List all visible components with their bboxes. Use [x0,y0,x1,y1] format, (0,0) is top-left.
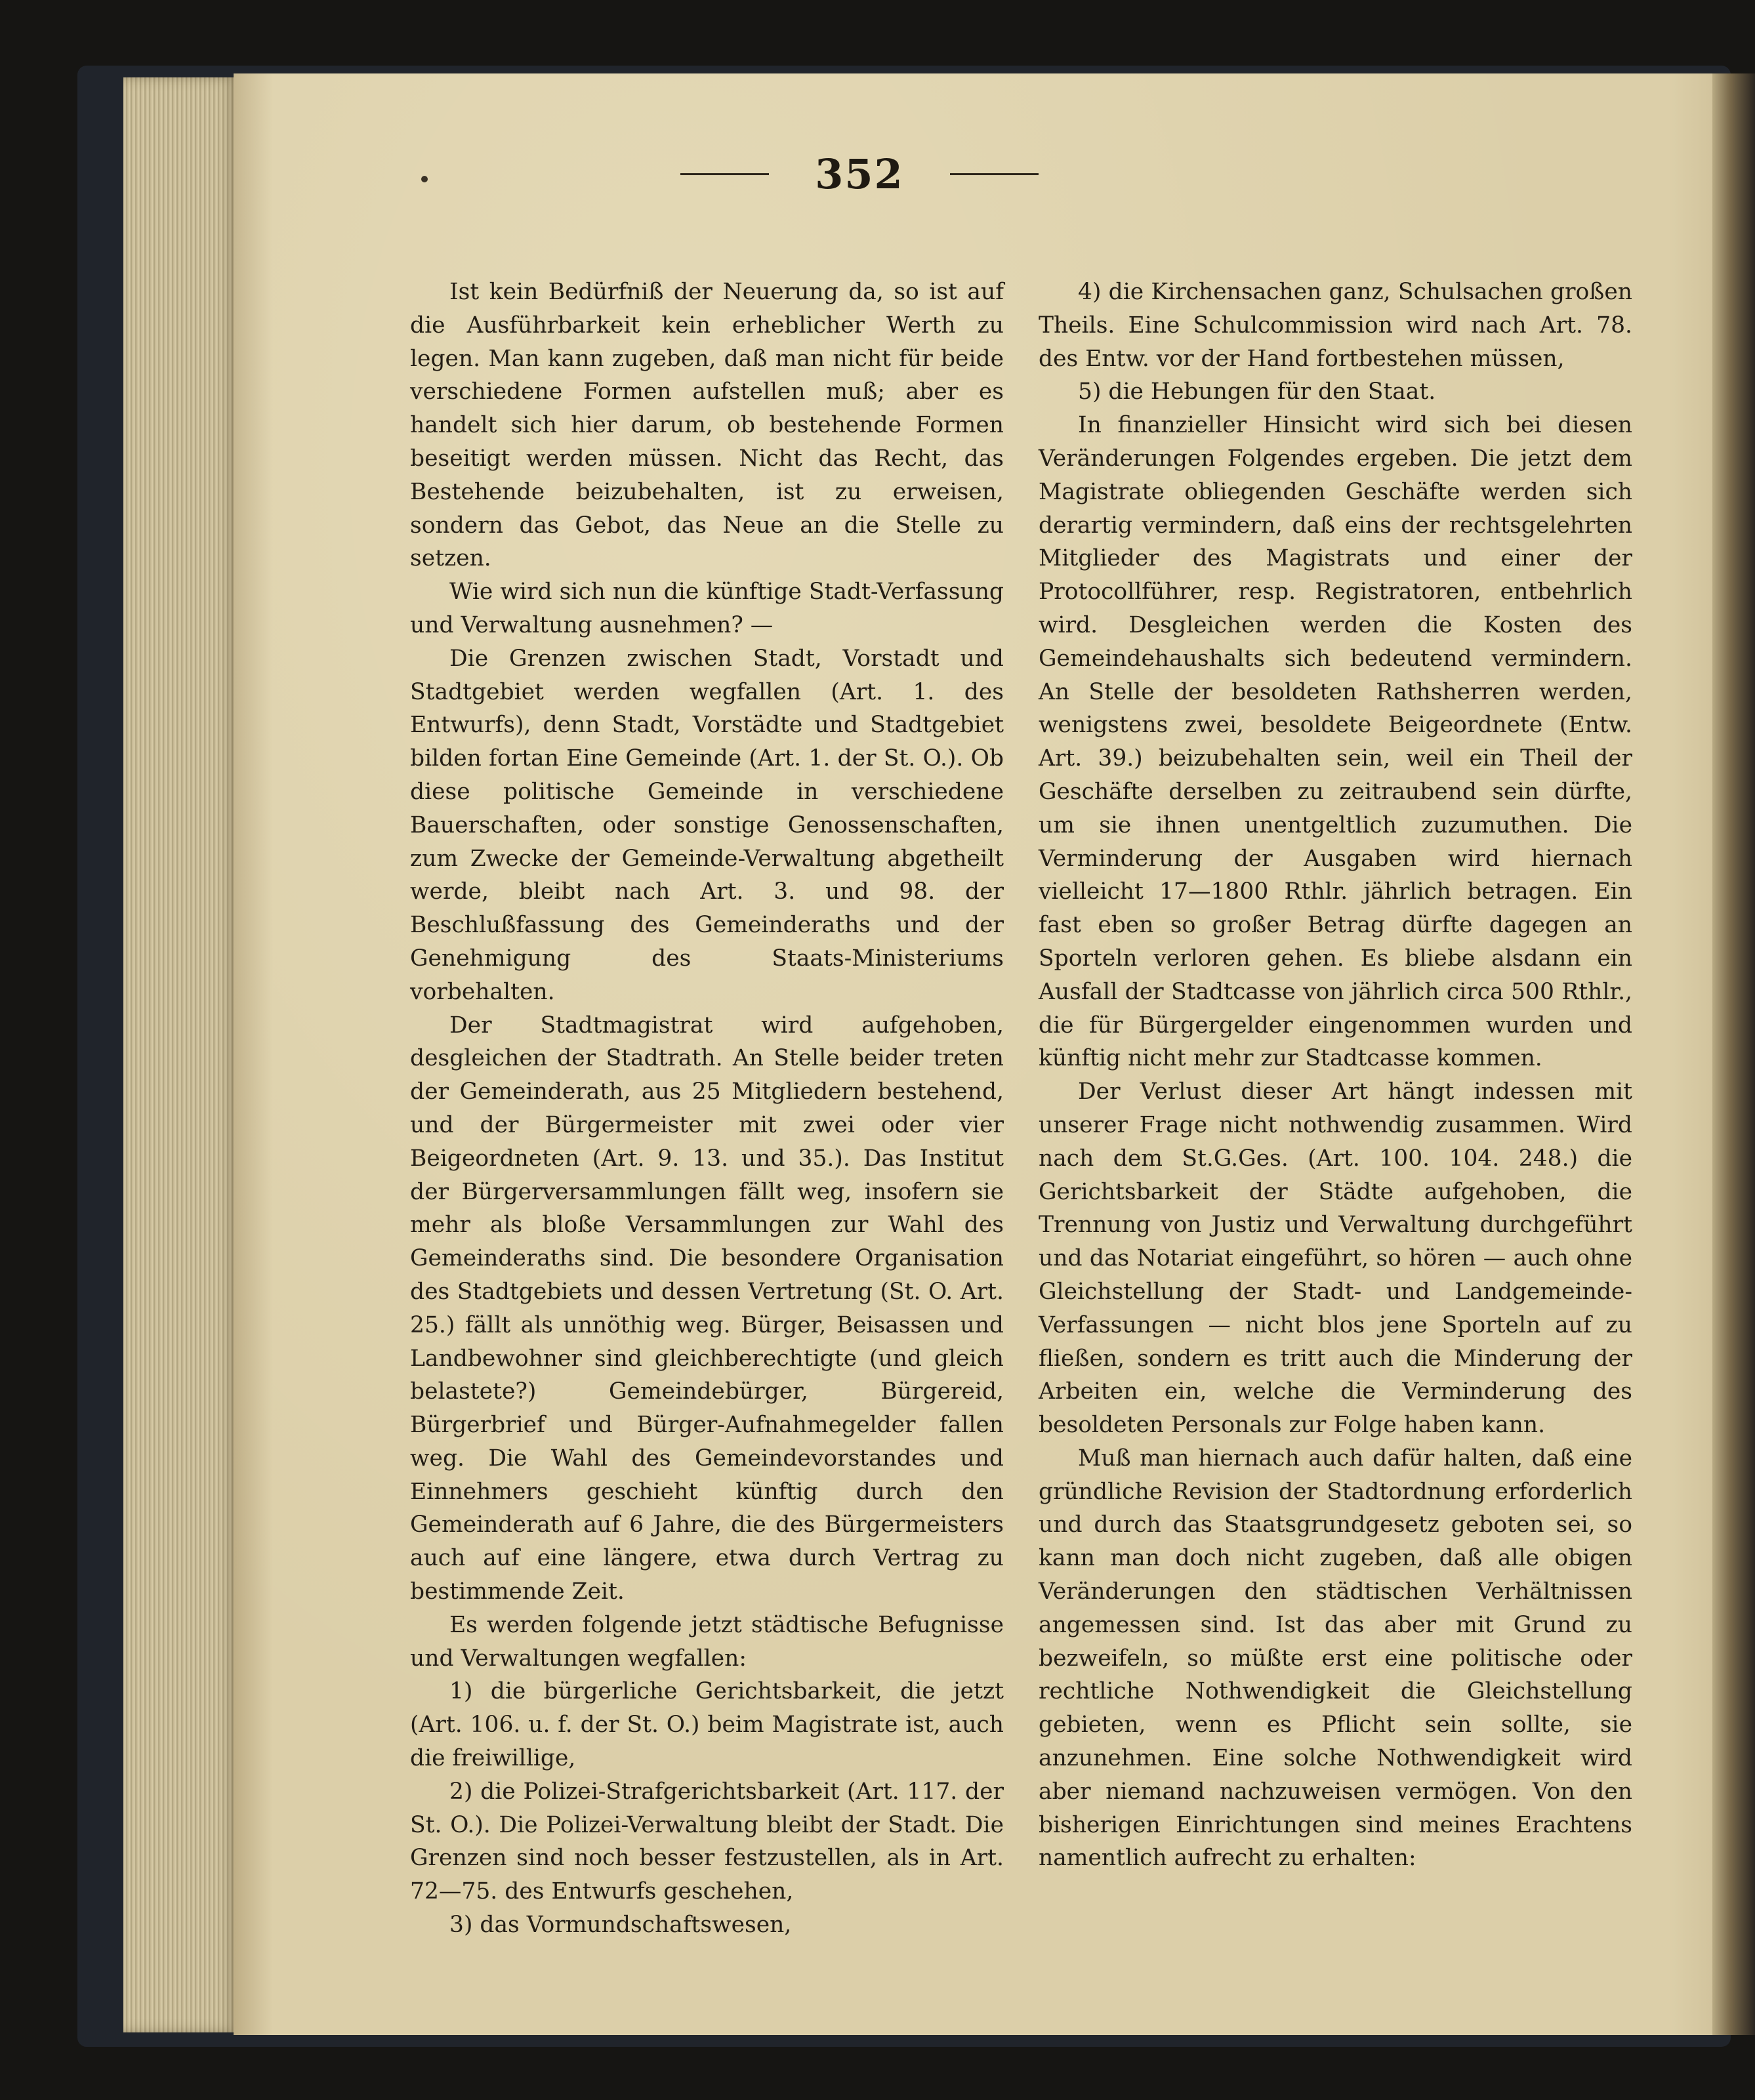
book-gutter [1712,73,1755,2035]
header-rule-right [950,173,1039,175]
paragraph: Es werden folgende jetzt städtische Befugnisse und Verwaltungen wegfallen: [410,1611,1004,1672]
list-item: 3) das Vormundschaftswesen, [449,1912,792,1939]
list-item: 2) die Polizei-Strafgerichtsbarkeit (Art. 117. der St. O.). Die Polizei-Verwaltung bleibt der Stadt. Die Grenzen sind noch besser festzustellen, als in Art. 72—75. des Entwurfs geschehen, [410,1778,1004,1905]
paragraph: Der Stadtmagistrat wird aufgehoben, desgleichen der Stadtrath. An Stelle beider treten der Gemeinderath, aus 25 Mitgliedern bestehend, und der Bürgermeister mit zwei oder vier Beigeordneten (Art. 9. 13. und 35.). Das Institut der Bürgerversammlungen fällt weg, insofern sie mehr als bloße Versammlungen zur Wahl des Gemeinderaths sind. Die besondere Organisation des Stadtgebiets und dessen Vertretung (St. O. Art. 25.) fällt als unnöthig weg. Bürger, Beisassen und Landbewohner sind gleichberechtigte (und gleich belastete?) Gemeindebürger, Bürgereid, Bürgerbrief und Bürger-Aufnahmegelder fallen weg. Die Wahl des Gemeindevorstandes und Einnehmers geschieht künftig durch den Gemeinderath auf 6 Jahre, die des Bürgermeisters auch auf eine längere, etwa durch Vertrag zu bestimmende Zeit. [410,1012,1004,1605]
paragraph: In finanzieller Hinsicht wird sich bei diesen Veränderungen Folgendes ergeben. Die jetzt dem Magistrate obliegenden Geschäfte werden sich derartig vermindern, daß eins der rechtsgelehrten Mitglieder des Magistrats und einer der Protocollführer, resp. Registratoren, entbehrlich wird. Desgleichen werden die Kosten des Gemeindehaushalts sich bedeutend vermindern. An Stelle der besoldeten Rathsherren werden, wenigstens zwei, besoldete Beigeordnete (Entw. Art. 39.) beizubehalten sein, weil ein Theil der Geschäfte derselben zu zeitraubend sein dürfte, um sie ihnen unentgeltlich zuzumuthen. Die Verminderung der Ausgaben wird hiernach vielleicht 17—1800 Rthlr. jährlich betragen. Ein fast eben so großer Betrag dürfte dagegen an Sporteln verloren gehen. Es bliebe alsdann ein Ausfall der Stadtcasse von jährlich circa 500 Rthlr., die für Bürgergelder eingenommen wurden und künftig nicht mehr zur Stadtcasse kommen. [1039,412,1632,1072]
page-number: 352 [815,150,904,198]
paragraph: Muß man hiernach auch dafür halten, daß eine gründliche Revision der Stadtordnung erforderlich und durch das Staatsgrundgesetz geboten sei, so kann man doch nicht zugeben, daß alle obigen Veränderungen den städtischen Verhältnissen angemessen sind. Ist das aber mit Grund zu bezweifeln, so müßte erst eine politische oder rechtliche Nothwendigkeit die Gleichstellung gebieten, wenn es Pflicht sein sollte, sie anzunehmen. Eine solche Nothwendigkeit wird aber niemand nachzuweisen vermögen. Von den bisherigen Einrichtungen sind meines Erachtens namentlich aufrecht zu erhalten: [1039,1445,1632,1872]
header-rule-left [680,173,769,175]
paragraph: Ist kein Bedürfniß der Neuerung da, so ist auf die Ausführbarkeit kein erheblicher Werth zu legen. Man kann zugeben, daß man nicht für beide verschiedene Formen aufstellen muß; aber es handelt sich hier darum, ob bestehende Formen beseitigt werden müssen. Nicht das Recht, das Bestehende beizubehalten, ist zu erweisen, sondern das Gebot, das Neue an die Stelle zu setzen. [410,279,1004,572]
list-item: 1) die bürgerliche Gerichtsbarkeit, die jetzt (Art. 106. u. f. der St. O.) beim Magistrate ist, auch die freiwillige, [410,1678,1004,1772]
list-item: 5) die Hebungen für den Staat. [1078,379,1436,405]
left-column [410,276,1004,1942]
right-column [1039,276,1632,1875]
ink-spot [421,176,428,182]
page-header [610,141,1109,207]
paragraph: Die Grenzen zwischen Stadt, Vorstadt und Stadtgebiet werden wegfallen (Art. 1. des Entwurfs), denn Stadt, Vorstädte und Stadtgebiet bilden fortan Eine Gemeinde (Art. 1. der St. O.). Ob diese politische Gemeinde in verschiedene Bauerschaften, oder sonstige Genossenschaften, zum Zwecke der Gemeinde-Verwaltung abgetheilt werde, bleibt nach Art. 3. und 98. der Beschlußfassung des Gemeinderaths und der Genehmigung des Staats-Ministeriums vorbehalten. [410,645,1004,1005]
list-item: 4) die Kirchensachen ganz, Schulsachen großen Theils. Eine Schulcommission wird nach Art. 78. des Entw. vor der Hand fortbestehen müssen, [1039,279,1632,372]
paragraph: Der Verlust dieser Art hängt indessen mit unserer Frage nicht nothwendig zusammen. Wird nach dem St.G.Ges. (Art. 100. 104. 248.) die Gerichtsbarkeit der Städte aufgehoben, die Trennung von Justiz und Verwaltung durchgeführt und das Notariat eingeführt, so hören — auch ohne Gleichstellung der Stadt- und Landgemeinde-Verfassungen — nicht blos jene Sporteln auf zu fließen, sondern es tritt auch die Minderung der Arbeiten ein, welche die Verminderung des besoldeten Personals zur Folge haben kann. [1039,1079,1632,1439]
paragraph: Wie wird sich nun die künftige Stadt-Verfassung und Verwaltung ausnehmen? — [410,579,1004,638]
page-edges [123,77,238,2032]
